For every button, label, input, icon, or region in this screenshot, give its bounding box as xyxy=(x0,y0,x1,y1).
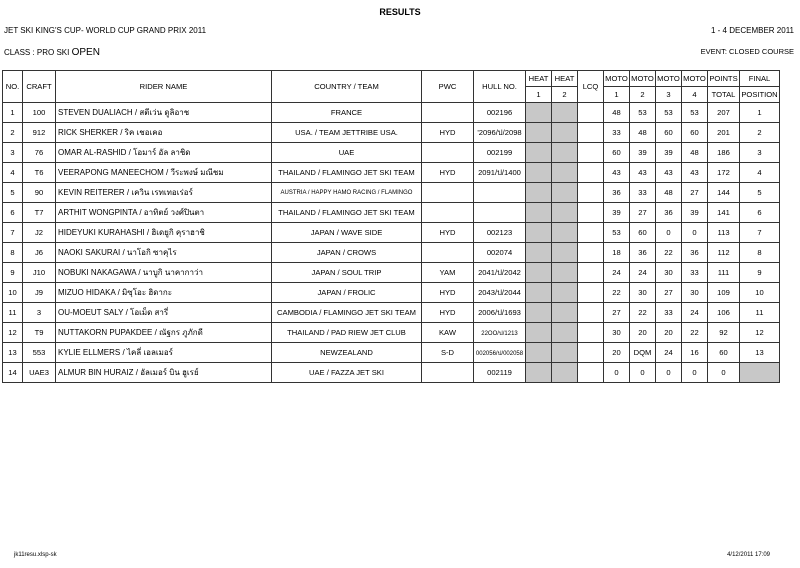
cell-rider: STEVEN DUALIACH / สตีเว่น ดูลิอาช xyxy=(56,103,272,123)
cell-heat2 xyxy=(552,283,578,303)
cell-moto2: 39 xyxy=(630,143,656,163)
cell-moto1: 39 xyxy=(604,203,630,223)
cell-final: 12 xyxy=(740,323,780,343)
col-header-rider: RIDER NAME xyxy=(56,71,272,103)
cell-no: 3 xyxy=(3,143,23,163)
cell-moto4: 33 xyxy=(682,263,708,283)
cell-craft: 90 xyxy=(23,183,56,203)
cell-country: JAPAN / CROWS xyxy=(272,243,422,263)
subheader-points: TOTAL xyxy=(708,87,740,103)
cell-hull xyxy=(474,183,526,203)
cell-moto2: 0 xyxy=(630,363,656,383)
cell-no: 4 xyxy=(3,163,23,183)
cell-moto1: 43 xyxy=(604,163,630,183)
cell-lcq xyxy=(578,163,604,183)
table-row xyxy=(3,343,780,363)
table-row xyxy=(3,223,780,243)
table-row xyxy=(3,243,780,263)
cell-moto2: 20 xyxy=(630,323,656,343)
cell-moto3: 60 xyxy=(656,123,682,143)
cell-moto2: 60 xyxy=(630,223,656,243)
cell-moto2: 30 xyxy=(630,283,656,303)
cell-no: 6 xyxy=(3,203,23,223)
cell-heat1 xyxy=(526,183,552,203)
cell-moto1: 60 xyxy=(604,143,630,163)
cell-moto1: 48 xyxy=(604,103,630,123)
cell-pwc: HYD xyxy=(422,163,474,183)
cell-craft: 3 xyxy=(23,303,56,323)
cell-country: CAMBODIA / FLAMINGO JET SKI TEAM xyxy=(272,303,422,323)
cell-no: 5 xyxy=(3,183,23,203)
cell-country: THAILAND / PAD RIEW JET CLUB xyxy=(272,323,422,343)
cell-moto2: 36 xyxy=(630,243,656,263)
cell-country: THAILAND / FLAMINGO JET SKI TEAM xyxy=(272,163,422,183)
cell-country: JAPAN / WAVE SIDE xyxy=(272,223,422,243)
cell-rider: NAOKI SAKURAI / นาโอกิ ซาคุไร xyxy=(56,243,272,263)
cell-heat1 xyxy=(526,203,552,223)
cell-pwc: KAW xyxy=(422,323,474,343)
cell-rider: VEERAPONG MANEECHOM / วีระพงษ์ มณีชม xyxy=(56,163,272,183)
cell-heat2 xyxy=(552,323,578,343)
cell-moto3: 24 xyxy=(656,343,682,363)
cell-moto4: 39 xyxy=(682,203,708,223)
cell-points: 106 xyxy=(708,303,740,323)
cell-moto1: 53 xyxy=(604,223,630,243)
table-row xyxy=(3,123,780,143)
col-header-heat2: HEAT xyxy=(552,71,578,87)
cell-rider: KEVIN REITERER / เควิน เรทเทอเร่อร์ xyxy=(56,183,272,203)
cell-rider: MIZUO HIDAKA / มิซุโอะ ฮิดากะ xyxy=(56,283,272,303)
cell-moto4: 43 xyxy=(682,163,708,183)
cell-moto2: 48 xyxy=(630,123,656,143)
cell-hull: 22OO/ป/1213 xyxy=(474,323,526,343)
cell-moto2: 33 xyxy=(630,183,656,203)
table-header-row xyxy=(3,71,780,87)
cell-craft: T9 xyxy=(23,323,56,343)
cell-points: 92 xyxy=(708,323,740,343)
cell-moto4: 27 xyxy=(682,183,708,203)
cell-pwc xyxy=(422,243,474,263)
cell-points: 141 xyxy=(708,203,740,223)
cell-moto3: 39 xyxy=(656,143,682,163)
cell-pwc: HYD xyxy=(422,223,474,243)
cell-lcq xyxy=(578,243,604,263)
cell-pwc: YAM xyxy=(422,263,474,283)
table-row xyxy=(3,183,780,203)
cell-heat2 xyxy=(552,143,578,163)
subheader-moto4: 4 xyxy=(682,87,708,103)
cell-lcq xyxy=(578,183,604,203)
table-row xyxy=(3,263,780,283)
cell-rider: HIDEYUKI KURAHASHI / ฮิเดยูกิ คุราฮาชิ xyxy=(56,223,272,243)
cell-lcq xyxy=(578,323,604,343)
cell-pwc xyxy=(422,363,474,383)
cell-heat2 xyxy=(552,343,578,363)
cell-hull: 002196 xyxy=(474,103,526,123)
event-course: EVENT: CLOSED COURSE xyxy=(700,47,794,56)
cell-final: 3 xyxy=(740,143,780,163)
cell-pwc xyxy=(422,203,474,223)
subheader-heat1: 1 xyxy=(526,87,552,103)
cell-hull: 002074 xyxy=(474,243,526,263)
cell-final: 8 xyxy=(740,243,780,263)
cell-craft: UAE3 xyxy=(23,363,56,383)
table-row xyxy=(3,283,780,303)
cell-pwc xyxy=(422,183,474,203)
cell-rider: NUTTAKORN PUPAKDEE / ณัฐกร ภูภักดี xyxy=(56,323,272,343)
cell-lcq xyxy=(578,223,604,243)
event-dates: 1 - 4 DECEMBER 2011 xyxy=(711,26,794,35)
cell-final xyxy=(740,363,780,383)
cell-hull: '2096/ป/2098 xyxy=(474,123,526,143)
cell-moto3: 27 xyxy=(656,283,682,303)
cell-craft: 912 xyxy=(23,123,56,143)
cell-final: 11 xyxy=(740,303,780,323)
cell-points: 172 xyxy=(708,163,740,183)
col-header-points: POINTS xyxy=(708,71,740,87)
cell-moto3: 20 xyxy=(656,323,682,343)
cell-points: 207 xyxy=(708,103,740,123)
cell-points: 60 xyxy=(708,343,740,363)
cell-moto4: 53 xyxy=(682,103,708,123)
col-header-moto3: MOTO xyxy=(656,71,682,87)
cell-country: NEWZEALAND xyxy=(272,343,422,363)
cell-hull: 002056/ป/002058 xyxy=(474,343,526,363)
col-header-no: NO. xyxy=(3,71,23,103)
cell-lcq xyxy=(578,123,604,143)
cell-heat2 xyxy=(552,303,578,323)
cell-heat2 xyxy=(552,223,578,243)
cell-moto1: 33 xyxy=(604,123,630,143)
cell-lcq xyxy=(578,143,604,163)
cell-heat1 xyxy=(526,163,552,183)
cell-no: 11 xyxy=(3,303,23,323)
cell-points: 0 xyxy=(708,363,740,383)
cell-heat2 xyxy=(552,363,578,383)
cell-heat1 xyxy=(526,363,552,383)
cell-hull: 2041/ป/2042 xyxy=(474,263,526,283)
cell-no: 8 xyxy=(3,243,23,263)
cell-moto3: 53 xyxy=(656,103,682,123)
cell-heat1 xyxy=(526,103,552,123)
cell-country: THAILAND / FLAMINGO JET SKI TEAM xyxy=(272,203,422,223)
cell-points: 109 xyxy=(708,283,740,303)
cell-points: 112 xyxy=(708,243,740,263)
cell-craft: T6 xyxy=(23,163,56,183)
cell-moto1: 18 xyxy=(604,243,630,263)
cell-heat2 xyxy=(552,243,578,263)
cell-final: 13 xyxy=(740,343,780,363)
cell-moto4: 36 xyxy=(682,243,708,263)
col-header-lcq: LCQ xyxy=(578,71,604,103)
cell-moto3: 30 xyxy=(656,263,682,283)
cell-moto2: DQM xyxy=(630,343,656,363)
cell-heat1 xyxy=(526,283,552,303)
cell-rider: ALMUR BIN HURAIZ / อัลเมอร์ บิน ฮูเรย์ xyxy=(56,363,272,383)
cell-craft: 553 xyxy=(23,343,56,363)
class-name: OPEN xyxy=(71,47,100,58)
cell-points: 186 xyxy=(708,143,740,163)
cell-rider: NOBUKI NAKAGAWA / นาบูกิ นาคากาว่า xyxy=(56,263,272,283)
cell-moto1: 22 xyxy=(604,283,630,303)
cell-moto4: 16 xyxy=(682,343,708,363)
col-header-moto1: MOTO xyxy=(604,71,630,87)
cell-craft: J2 xyxy=(23,223,56,243)
cell-heat2 xyxy=(552,203,578,223)
cell-hull xyxy=(474,203,526,223)
cell-lcq xyxy=(578,363,604,383)
cell-lcq xyxy=(578,103,604,123)
table-row xyxy=(3,303,780,323)
cell-heat1 xyxy=(526,223,552,243)
cell-lcq xyxy=(578,343,604,363)
cell-pwc: HYD xyxy=(422,123,474,143)
cell-final: 1 xyxy=(740,103,780,123)
col-header-craft: CRAFT xyxy=(23,71,56,103)
subheader-moto3: 3 xyxy=(656,87,682,103)
cell-lcq xyxy=(578,303,604,323)
footer-timestamp: 4/12/2011 17:09 xyxy=(727,552,770,558)
cell-country: USA. / TEAM JETTRIBE USA. xyxy=(272,123,422,143)
cell-moto2: 24 xyxy=(630,263,656,283)
cell-moto1: 36 xyxy=(604,183,630,203)
cell-moto1: 0 xyxy=(604,363,630,383)
cell-rider: OMAR AL-RASHID / โอมาร์ อัล ลาชิด xyxy=(56,143,272,163)
cell-final: 10 xyxy=(740,283,780,303)
cell-points: 144 xyxy=(708,183,740,203)
table-row xyxy=(3,363,780,383)
table-row xyxy=(3,163,780,183)
cell-final: 6 xyxy=(740,203,780,223)
cell-heat1 xyxy=(526,323,552,343)
cell-final: 9 xyxy=(740,263,780,283)
cell-points: 111 xyxy=(708,263,740,283)
cell-heat1 xyxy=(526,243,552,263)
event-name: JET SKI KING'S CUP- WORLD CUP GRAND PRIX 2011 xyxy=(4,26,207,35)
subheader-heat2: 2 xyxy=(552,87,578,103)
col-header-country: COUNTRY / TEAM xyxy=(272,71,422,103)
cell-moto3: 48 xyxy=(656,183,682,203)
cell-moto4: 22 xyxy=(682,323,708,343)
cell-no: 1 xyxy=(3,103,23,123)
table-row xyxy=(3,143,780,163)
cell-heat2 xyxy=(552,263,578,283)
cell-heat2 xyxy=(552,163,578,183)
subheader-moto1: 1 xyxy=(604,87,630,103)
cell-no: 9 xyxy=(3,263,23,283)
cell-no: 10 xyxy=(3,283,23,303)
cell-no: 2 xyxy=(3,123,23,143)
cell-hull: 2091/ป/1400 xyxy=(474,163,526,183)
table-row xyxy=(3,103,780,123)
cell-final: 7 xyxy=(740,223,780,243)
cell-no: 7 xyxy=(3,223,23,243)
results-body xyxy=(3,103,780,383)
cell-moto4: 0 xyxy=(682,223,708,243)
col-header-heat1: HEAT xyxy=(526,71,552,87)
cell-moto4: 60 xyxy=(682,123,708,143)
cell-no: 14 xyxy=(3,363,23,383)
cell-moto3: 36 xyxy=(656,203,682,223)
cell-moto2: 22 xyxy=(630,303,656,323)
cell-moto3: 43 xyxy=(656,163,682,183)
cell-rider: OU-MOEUT SALY / โอเม็ด สารี่ xyxy=(56,303,272,323)
subheader-final: POSITION xyxy=(740,87,780,103)
cell-pwc: HYD xyxy=(422,303,474,323)
cell-heat2 xyxy=(552,183,578,203)
cell-moto4: 30 xyxy=(682,283,708,303)
cell-pwc: HYD xyxy=(422,283,474,303)
col-header-hull: HULL NO. xyxy=(474,71,526,103)
cell-moto1: 27 xyxy=(604,303,630,323)
cell-final: 5 xyxy=(740,183,780,203)
page-title: RESULTS xyxy=(379,7,421,17)
cell-heat1 xyxy=(526,343,552,363)
cell-hull: 002199 xyxy=(474,143,526,163)
cell-craft: 76 xyxy=(23,143,56,163)
col-header-moto2: MOTO xyxy=(630,71,656,87)
cell-hull: 002119 xyxy=(474,363,526,383)
cell-moto4: 48 xyxy=(682,143,708,163)
cell-moto1: 30 xyxy=(604,323,630,343)
cell-heat2 xyxy=(552,103,578,123)
table-row xyxy=(3,323,780,343)
cell-moto1: 20 xyxy=(604,343,630,363)
cell-moto3: 22 xyxy=(656,243,682,263)
cell-moto3: 33 xyxy=(656,303,682,323)
cell-country: JAPAN / FROLIC xyxy=(272,283,422,303)
cell-craft: T7 xyxy=(23,203,56,223)
cell-country: UAE xyxy=(272,143,422,163)
cell-moto2: 53 xyxy=(630,103,656,123)
cell-moto3: 0 xyxy=(656,223,682,243)
subheader-moto2: 2 xyxy=(630,87,656,103)
cell-moto2: 27 xyxy=(630,203,656,223)
col-header-pwc: PWC xyxy=(422,71,474,103)
cell-no: 13 xyxy=(3,343,23,363)
cell-rider: ARTHIT WONGPINTA / อาทิตย์ วงศ์ปินตา xyxy=(56,203,272,223)
cell-pwc xyxy=(422,103,474,123)
cell-craft: J6 xyxy=(23,243,56,263)
cell-hull: 2043/ป/2044 xyxy=(474,283,526,303)
col-header-final: FINAL xyxy=(740,71,780,87)
cell-craft: J9 xyxy=(23,283,56,303)
table-row xyxy=(3,203,780,223)
cell-hull: 002123 xyxy=(474,223,526,243)
cell-moto2: 43 xyxy=(630,163,656,183)
cell-craft: J10 xyxy=(23,263,56,283)
cell-final: 2 xyxy=(740,123,780,143)
cell-pwc xyxy=(422,143,474,163)
cell-moto4: 0 xyxy=(682,363,708,383)
cell-rider: RICK SHERKER / ริค เชอเคอ xyxy=(56,123,272,143)
col-header-moto4: MOTO xyxy=(682,71,708,87)
cell-points: 201 xyxy=(708,123,740,143)
cell-country: UAE / FAZZA JET SKI xyxy=(272,363,422,383)
cell-pwc: S-D xyxy=(422,343,474,363)
class-line xyxy=(4,47,100,58)
class-prefix: CLASS : PRO SKI xyxy=(4,48,72,57)
cell-lcq xyxy=(578,263,604,283)
cell-lcq xyxy=(578,283,604,303)
cell-country: AUSTRIA / HAPPY HAMO RACING / FLAMINGO xyxy=(272,183,422,203)
cell-heat1 xyxy=(526,143,552,163)
footer-file: jk11resu.xlsp-sk xyxy=(14,552,57,558)
cell-no: 12 xyxy=(3,323,23,343)
cell-hull: 2006/ป/1693 xyxy=(474,303,526,323)
cell-country: FRANCE xyxy=(272,103,422,123)
cell-final: 4 xyxy=(740,163,780,183)
results-table xyxy=(2,70,780,383)
cell-moto1: 24 xyxy=(604,263,630,283)
cell-heat1 xyxy=(526,303,552,323)
cell-lcq xyxy=(578,203,604,223)
cell-heat1 xyxy=(526,123,552,143)
cell-heat1 xyxy=(526,263,552,283)
cell-moto4: 24 xyxy=(682,303,708,323)
cell-points: 113 xyxy=(708,223,740,243)
cell-heat2 xyxy=(552,123,578,143)
cell-moto3: 0 xyxy=(656,363,682,383)
cell-craft: 100 xyxy=(23,103,56,123)
cell-rider: KYLIE ELLMERS / ไคลี่ เอลเมอร์ xyxy=(56,343,272,363)
cell-country: JAPAN / SOUL TRIP xyxy=(272,263,422,283)
